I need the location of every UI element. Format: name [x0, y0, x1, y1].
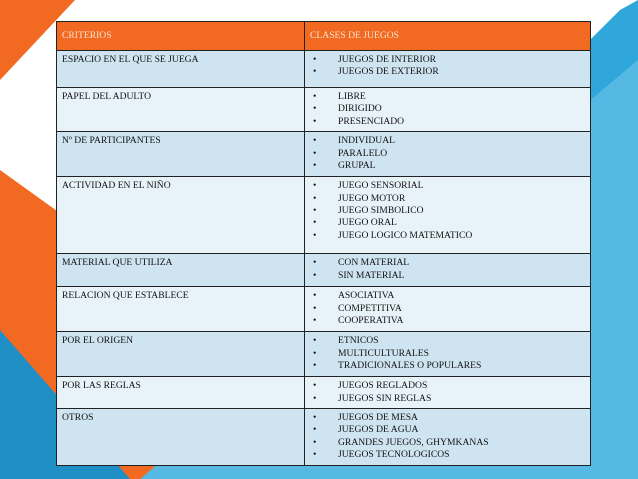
list-item: • GRANDES JUEGOS, GHYMKANAS: [310, 437, 586, 449]
list-item: • INDIVIDUAL: [310, 135, 586, 147]
header-criterios: CRITERIOS: [57, 22, 305, 51]
list-item: • TRADICIONALES O POPULARES: [310, 360, 586, 372]
criterio-cell: OTROS: [57, 409, 305, 466]
criterio-cell: RELACION QUE ESTABLECE: [57, 287, 305, 332]
clases-list: [310, 412, 586, 462]
clases-list: [310, 135, 586, 172]
clases-cell: [305, 377, 591, 409]
header-clases-de-juegos: CLASES DE JUEGOS: [305, 22, 591, 51]
list-item: • JUEGO ORAL: [310, 217, 586, 229]
clases-list: [310, 54, 586, 79]
criterio-cell: POR LAS REGLAS: [57, 377, 305, 409]
clases-list: [310, 257, 586, 282]
table-row: [57, 88, 591, 132]
list-item: • JUEGO LOGICO MATEMATICO: [310, 230, 586, 242]
clases-cell: [305, 287, 591, 332]
clases-cell: [305, 132, 591, 177]
table-row: [57, 409, 591, 466]
table-row: [57, 377, 591, 409]
clases-list: [310, 91, 586, 128]
list-item: • JUEGOS DE MESA: [310, 412, 586, 424]
list-item: • JUEGOS TECNOLOGICOS: [310, 449, 586, 461]
clases-cell: [305, 177, 591, 254]
list-item: • ASOCIATIVA: [310, 290, 586, 302]
table-row: [57, 287, 591, 332]
juegos-classification-table: [56, 21, 591, 466]
clases-cell: [305, 254, 591, 287]
list-item: • LIBRE: [310, 91, 586, 103]
list-item: • PARALELO: [310, 148, 586, 160]
list-item: • COOPERATIVA: [310, 315, 586, 327]
clases-list: [310, 290, 586, 327]
clases-cell: [305, 332, 591, 377]
table-header-row: [57, 22, 591, 51]
list-item: • JUEGOS DE AGUA: [310, 424, 586, 436]
table-row: [57, 51, 591, 88]
criterio-cell: MATERIAL QUE UTILIZA: [57, 254, 305, 287]
list-item: • JUEGOS DE INTERIOR: [310, 54, 586, 66]
criterio-cell: ACTIVIDAD EN EL NIÑO: [57, 177, 305, 254]
criterio-cell: ESPACIO EN EL QUE SE JUEGA: [57, 51, 305, 88]
list-item: • JUEGO SIMBOLICO: [310, 205, 586, 217]
table-row: [57, 332, 591, 377]
clases-cell: [305, 88, 591, 132]
table-body: [57, 51, 591, 466]
list-item: • GRUPAL: [310, 160, 586, 172]
list-item: • SIN MATERIAL: [310, 270, 586, 282]
list-item: • MULTICULTURALES: [310, 348, 586, 360]
clases-list: [310, 180, 586, 242]
table-row: [57, 254, 591, 287]
list-item: • ETNICOS: [310, 335, 586, 347]
list-item: • JUEGOS DE EXTERIOR: [310, 66, 586, 78]
list-item: • JUEGOS SIN REGLAS: [310, 393, 586, 405]
list-item: • CON MATERIAL: [310, 257, 586, 269]
list-item: • JUEGOS REGLADOS: [310, 380, 586, 392]
criterio-cell: Nº DE PARTICIPANTES: [57, 132, 305, 177]
list-item: • JUEGO SENSORIAL: [310, 180, 586, 192]
table-row: [57, 177, 591, 254]
clases-cell: [305, 409, 591, 466]
criterio-cell: PAPEL DEL ADULTO: [57, 88, 305, 132]
table-row: [57, 132, 591, 177]
list-item: • COMPETITIVA: [310, 303, 586, 315]
clases-list: [310, 335, 586, 372]
list-item: • DIRIGIDO: [310, 103, 586, 115]
list-item: • JUEGO MOTOR: [310, 193, 586, 205]
list-item: • PRESENCIADO: [310, 116, 586, 128]
criterio-cell: POR EL ORIGEN: [57, 332, 305, 377]
clases-cell: [305, 51, 591, 88]
clases-list: [310, 380, 586, 405]
